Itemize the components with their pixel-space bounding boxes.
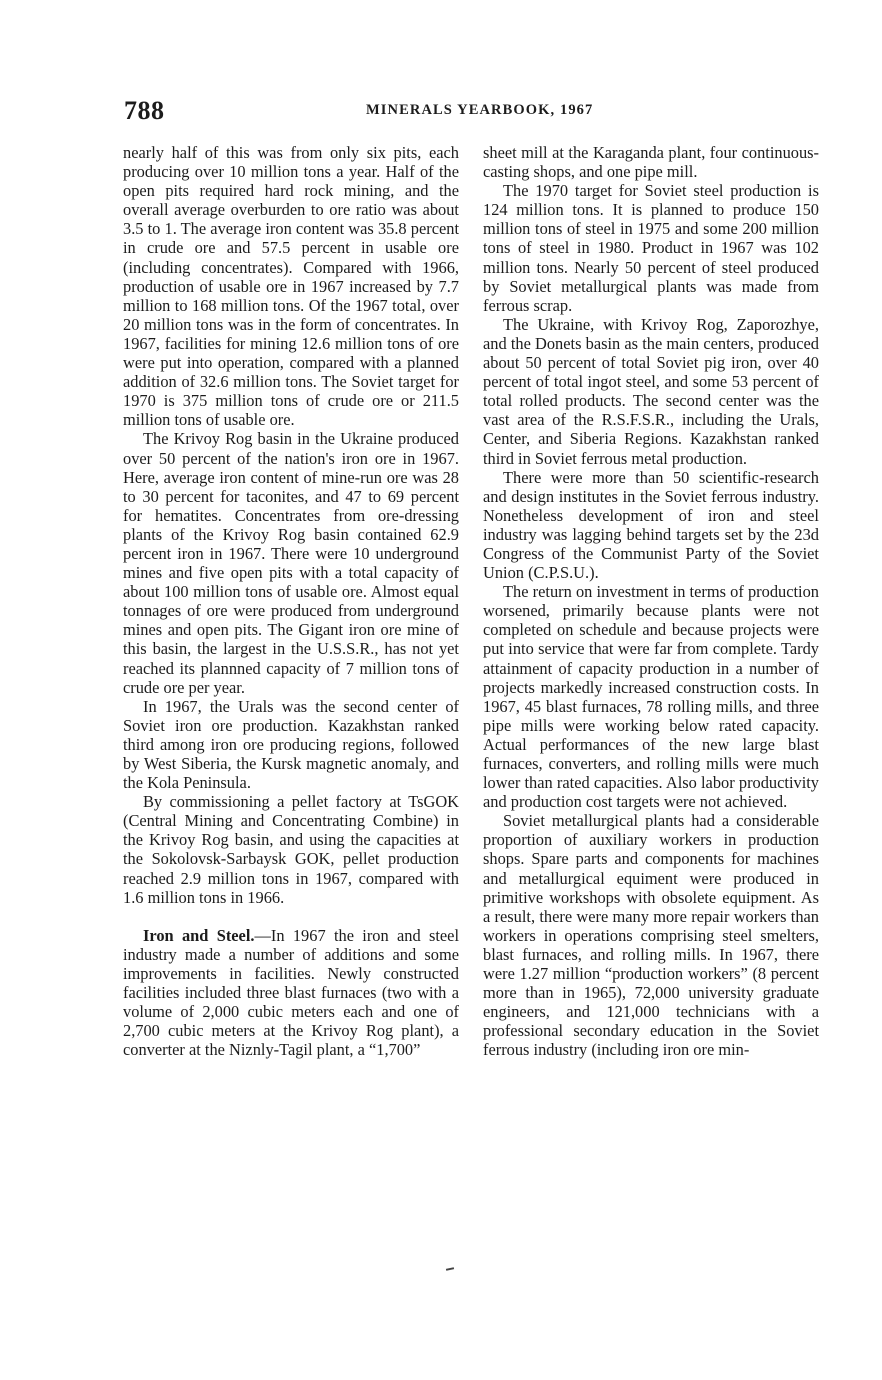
section-paragraph xyxy=(123,926,459,1060)
right-column xyxy=(483,143,819,1060)
running-head: MINERALS YEARBOOK, 1967 xyxy=(366,102,594,118)
paragraph: sheet mill at the Karaganda plant, four continuous-casting shops, and one pipe mill. xyxy=(483,143,819,182)
page-header xyxy=(0,0,882,130)
paragraph: The Krivoy Rog basin in the Ukraine produced over 50 percent of the nation's iron ore in 1967. Here, average iron content of mine-run ore was 28 to 30 percent for taconites, and 47 to 69 percent for hematites. Concentrates from ore-dressing plants of the Krivoy Rog basin contained 62.9 percent iron in 1967. There were 10 underground mines and five open pits with a total capacity of about 100 million tons of usable ore. Almost equal tonnages of ore were produced from underground mines and open pits. The Gigant iron ore mine of this basin, the largest in the U.S.S.R., has not yet reached its plannned capacity of 7 million tons of crude ore per year. xyxy=(123,429,459,697)
section-heading: Iron and Steel. xyxy=(143,925,255,945)
left-column xyxy=(123,143,459,1059)
ink-speck xyxy=(446,1267,454,1271)
paragraph: By commissioning a pellet factory at TsGOK (Central Mining and Concentrating Combine) in the Krivoy Rog basin, and using the capacities at the Sokolovsk-Sarbaysk GOK, pellet production reached 2.9 million tons in 1967, compared with 1.6 million tons in 1966. xyxy=(123,792,459,907)
paragraph: The Ukraine, with Krivoy Rog, Zaporozhye, and the Donets basin as the main centers, produced about 50 percent of total Soviet pig iron, over 40 percent of total ingot steel, and some 53 percent of total rolled products. The second center was the vast area of the R.S.F.S.R., including the Urals, Center, and Siberia Regions. Kazakhstan ranked third in Soviet ferrous metal production. xyxy=(483,314,819,468)
page-number: 788 xyxy=(124,96,165,125)
paragraph: Soviet metallurgical plants had a considerable proportion of auxiliary workers in production shops. Spare parts and components for machines and metallurgical equiment were produced in primitive workshops with obsolete equipment. As a result, there were many more repair workers than workers in operations comprising steel smelters, blast furnaces, and rolling mills. In 1967, there were 1.27 million “production workers” (8 percent more than in 1965), 72,000 university graduate engineers, and 121,000 technicians with a professional secondary education in the Soviet ferrous industry (including iron ore min- xyxy=(483,811,819,1060)
paragraph: There were more than 50 scientific-research and design institutes in the Soviet ferrous industry. Nonetheless development of iron and steel industry was lagging behind targets set by the 23d Congress of the Communist Party of the Soviet Union (C.P.S.U.). xyxy=(483,467,819,583)
section-text: —In 1967 the iron and steel industry made a number of additions and some improvements in facilities. Newly constructed facilities included three blast furnaces (two with a volume of 2,000 cubic meters each and one of 2,700 cubic meters at the Krivoy Rog plant), a converter at the Niznly-Tagil plant, a “1,700” xyxy=(123,925,459,1060)
paragraph: The return on investment in terms of production worsened, primarily because plants were not completed on schedule and because projects were put into service that were far from complete. Tardy attainment of capacity production in a number of projects markedly increased construction costs. In 1967, 45 blast furnaces, 78 rolling mills, and three pipe mills were working below rated capacity. Actual performances of the new large blast furnaces, converters, and rolling mills were much lower than rated capacities. Also labor productivity and production cost targets were not achieved. xyxy=(483,582,819,812)
paragraph: nearly half of this was from only six pits, each producing over 10 million tons a year. Half of the open pits required hard rock mining, and the overall average overburden to ore ratio was about 3.5 to 1. The average iron content was 35.8 percent in crude ore and 57.5 percent in usable ore (including concentrates). Compared with 1966, production of usable ore in 1967 increased by 7.7 million to 168 million tons. Of the 1967 total, over 20 million tons was in the form of concentrates. In 1967, facilities for mining 12.6 million tons of ore were put into operation, compared with a planned addition of 32.6 million tons. The Soviet target for 1970 is 375 million tons of crude ore or 211.5 million tons of usable ore. xyxy=(123,143,459,430)
paragraph: The 1970 target for Soviet steel production is 124 million tons. It is planned to produce 150 million tons of steel in 1975 and some 200 million tons of steel in 1980. Product in 1967 was 102 million tons. Nearly 50 percent of steel produced by Soviet metallurgical plants was made from ferrous scrap. xyxy=(483,181,819,315)
paragraph: In 1967, the Urals was the second center of Soviet iron ore production. Kazakhstan ranked third among iron ore producing regions, followed by West Siberia, the Kursk magnetic anomaly, and the Kola Peninsula. xyxy=(123,696,459,793)
